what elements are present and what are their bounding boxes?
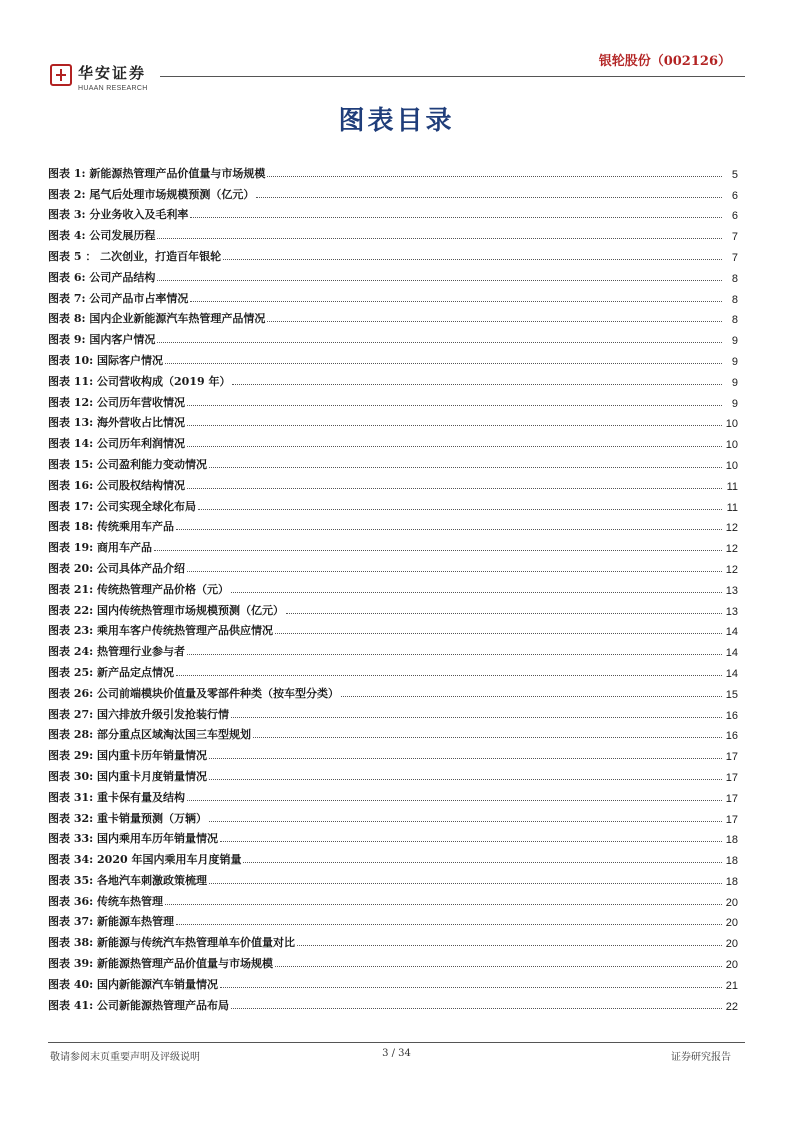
toc-dot-leader [231, 591, 722, 593]
toc-entry[interactable] [48, 659, 738, 680]
toc-entry[interactable] [48, 867, 738, 888]
toc-dot-leader [176, 528, 722, 530]
toc-entry-label[interactable]: 图表 4: 公司发展历程 [48, 229, 156, 243]
toc-entry-label[interactable]: 图表 11: 公司营收构成（2019 年） [48, 374, 231, 388]
logo-english: HUAAN RESEARCH [78, 85, 148, 92]
table-of-figures [48, 160, 738, 1013]
toc-entry-page[interactable]: 20 [725, 917, 738, 930]
header-divider [160, 76, 745, 77]
toc-dot-leader [253, 736, 722, 738]
toc-entry-label[interactable]: 图表 33: 国内乘用车历年销量情况 [48, 832, 219, 846]
toc-entry-label[interactable]: 图表 28: 部分重点区域淘汰国三车型规划 [48, 728, 252, 742]
toc-entry-label[interactable]: 图表 9: 国内客户情况 [48, 333, 156, 347]
toc-entry[interactable] [48, 971, 738, 992]
toc-entry[interactable] [48, 514, 738, 535]
toc-dot-leader [256, 196, 722, 198]
toc-entry-label[interactable]: 图表 31: 重卡保有量及结构 [48, 790, 186, 804]
toc-entry-page[interactable]: 9 [731, 397, 738, 410]
toc-entry[interactable] [48, 680, 738, 701]
toc-entry-page[interactable]: 13 [725, 584, 738, 597]
toc-entry-page[interactable]: 13 [725, 605, 738, 618]
toc-dot-leader [220, 840, 722, 842]
toc-entry[interactable] [48, 326, 738, 347]
toc-entry[interactable] [48, 181, 738, 202]
toc-entry-label[interactable]: 图表 36: 传统车热管理 [48, 894, 164, 908]
toc-entry-page[interactable]: 6 [731, 189, 738, 202]
toc-dot-leader [154, 549, 722, 551]
toc-entry-page[interactable]: 8 [731, 293, 738, 306]
toc-dot-leader [220, 986, 722, 988]
toc-entry-page[interactable]: 12 [725, 522, 738, 535]
toc-entry-label[interactable]: 图表 13: 海外营收占比情况 [48, 416, 186, 430]
toc-dot-leader [157, 237, 722, 239]
toc-dot-leader [209, 820, 722, 822]
toc-dot-leader [165, 362, 722, 364]
toc-dot-leader [223, 258, 722, 260]
toc-entry[interactable] [48, 576, 738, 597]
toc-dot-leader [187, 424, 722, 426]
toc-dot-leader [231, 1007, 722, 1009]
toc-entry-page[interactable]: 12 [725, 563, 738, 576]
toc-entry-label[interactable]: 图表 38: 新能源与传统汽车热管理单车价值量对比 [48, 936, 296, 950]
toc-dot-leader [187, 799, 722, 801]
toc-entry-page[interactable]: 21 [725, 979, 738, 992]
toc-entry-label[interactable]: 图表 27: 国六排放升级引发抢装行情 [48, 707, 230, 721]
toc-entry[interactable] [48, 638, 738, 659]
toc-dot-leader [176, 674, 722, 676]
toc-entry-label[interactable]: 图表 10: 国际客户情况 [48, 353, 164, 367]
toc-entry[interactable] [48, 763, 738, 784]
toc-entry-page[interactable]: 18 [725, 875, 738, 888]
toc-entry-label[interactable]: 图表 2: 尾气后处理市场规模预测（亿元） [48, 187, 255, 201]
toc-dot-leader [187, 570, 722, 572]
toc-entry[interactable] [48, 264, 738, 285]
toc-dot-leader [187, 445, 722, 447]
toc-entry-page[interactable]: 14 [725, 647, 738, 660]
toc-entry[interactable] [48, 929, 738, 950]
toc-entry-label[interactable]: 图表 17: 公司实现全球化布局 [48, 499, 197, 513]
toc-dot-leader [209, 778, 722, 780]
toc-dot-leader [190, 300, 722, 302]
toc-entry-label[interactable]: 图表 37: 新能源车热管理 [48, 915, 175, 929]
page-title: 图表目录 [338, 106, 455, 136]
toc-entry[interactable] [48, 534, 738, 555]
toc-dot-leader [157, 341, 722, 343]
toc-entry-page[interactable]: 17 [725, 751, 738, 764]
toc-dot-leader [267, 320, 722, 322]
toc-entry[interactable] [48, 742, 738, 763]
toc-entry-page[interactable]: 10 [725, 418, 738, 431]
toc-dot-leader [209, 757, 722, 759]
toc-entry-page[interactable]: 20 [725, 959, 738, 972]
toc-entry[interactable] [48, 722, 738, 743]
toc-entry-page[interactable]: 14 [725, 667, 738, 680]
toc-entry[interactable] [48, 222, 738, 243]
toc-dot-leader [275, 965, 722, 967]
toc-entry-page[interactable]: 9 [731, 335, 738, 348]
toc-entry-page[interactable]: 12 [725, 543, 738, 556]
toc-entry-label[interactable]: 图表 35: 各地汽车刺激政策梳理 [48, 873, 208, 887]
toc-entry-page[interactable]: 9 [731, 355, 738, 368]
toc-entry[interactable] [48, 805, 738, 826]
toc-entry-label[interactable]: 图表 41: 公司新能源热管理产品布局 [48, 998, 230, 1012]
toc-entry-page[interactable]: 17 [725, 813, 738, 826]
toc-entry[interactable] [48, 368, 738, 389]
toc-entry[interactable] [48, 243, 738, 264]
toc-entry-page[interactable]: 9 [731, 376, 738, 389]
toc-entry-label[interactable]: 图表 6: 公司产品结构 [48, 270, 156, 284]
toc-entry[interactable] [48, 826, 738, 847]
toc-entry-page[interactable]: 20 [725, 896, 738, 909]
toc-entry-label[interactable]: 图表 24: 热管理行业参与者 [48, 645, 186, 659]
toc-entry[interactable] [48, 618, 738, 639]
toc-entry-page[interactable]: 7 [731, 251, 738, 264]
page-header [0, 0, 793, 100]
toc-entry-label[interactable]: 图表 25: 新产品定点情况 [48, 665, 175, 679]
toc-entry-label[interactable]: 图表 29: 国内重卡历年销量情况 [48, 749, 208, 763]
toc-dot-leader [275, 632, 722, 634]
toc-entry[interactable] [48, 950, 738, 971]
toc-dot-leader [176, 923, 722, 925]
toc-entry-label[interactable]: 图表 5 ： 二次创业，打造百年银轮 [48, 249, 222, 263]
toc-entry-label[interactable]: 图表 15: 公司盈利能力变动情况 [48, 457, 208, 471]
toc-entry-label[interactable]: 图表 3: 分业务收入及毛利率 [48, 208, 189, 222]
toc-entry[interactable] [48, 846, 738, 867]
toc-entry[interactable] [48, 202, 738, 223]
toc-entry-label[interactable]: 图表 23: 乘用车客户传统热管理产品供应情况 [48, 624, 274, 638]
toc-entry[interactable] [48, 160, 738, 181]
toc-entry[interactable] [48, 472, 738, 493]
toc-entry-page[interactable]: 18 [725, 855, 738, 868]
toc-entry[interactable] [48, 410, 738, 431]
toc-entry-label[interactable]: 图表 1: 新能源热管理产品价值量与市场规模 [48, 166, 266, 180]
toc-dot-leader [198, 508, 722, 510]
toc-entry-page[interactable]: 10 [725, 459, 738, 472]
toc-entry[interactable] [48, 389, 738, 410]
toc-entry[interactable] [48, 451, 738, 472]
toc-entry-label[interactable]: 图表 7: 公司产品市占率情况 [48, 291, 189, 305]
huaan-logo-icon [50, 64, 72, 86]
footer-notice: 敬请参阅末页重要声明及评级说明 [50, 1052, 200, 1063]
toc-dot-leader [187, 653, 722, 655]
toc-entry[interactable] [48, 285, 738, 306]
document-type: 证券研究报告 [671, 1052, 731, 1063]
toc-entry-page[interactable]: 10 [725, 439, 738, 452]
toc-entry-label[interactable]: 图表 21: 传统热管理产品价格（元） [48, 582, 230, 596]
toc-entry[interactable] [48, 430, 738, 451]
toc-entry-label[interactable]: 图表 8: 国内企业新能源汽车热管理产品情况 [48, 312, 266, 326]
toc-entry[interactable] [48, 555, 738, 576]
toc-dot-leader [190, 216, 722, 218]
toc-entry-label[interactable]: 图表 26: 公司前端模块价值量及零部件种类（按车型分类） [48, 686, 340, 700]
toc-entry-page[interactable]: 16 [725, 730, 738, 743]
toc-entry-page[interactable]: 17 [725, 771, 738, 784]
toc-dot-leader [267, 175, 722, 177]
toc-entry[interactable] [48, 493, 738, 514]
toc-entry-label[interactable]: 图表 39: 新能源热管理产品价值量与市场规模 [48, 957, 274, 971]
toc-entry[interactable] [48, 701, 738, 722]
toc-entry-label[interactable]: 图表 30: 国内重卡月度销量情况 [48, 769, 208, 783]
toc-entry-page[interactable]: 11 [726, 501, 738, 514]
toc-entry-page[interactable]: 8 [731, 272, 738, 285]
toc-dot-leader [165, 903, 722, 905]
toc-dot-leader [297, 944, 722, 946]
toc-dot-leader [231, 716, 722, 718]
toc-entry-page[interactable]: 22 [725, 1000, 738, 1013]
toc-entry-page[interactable]: 18 [725, 834, 738, 847]
toc-entry-label[interactable]: 图表 22: 国内传统热管理市场规模预测（亿元） [48, 603, 285, 617]
toc-entry-label[interactable]: 图表 32: 重卡销量预测（万辆） [48, 811, 208, 825]
toc-dot-leader [157, 279, 722, 281]
toc-dot-leader [209, 882, 722, 884]
company-ticker: 银轮股份（002126） [598, 54, 731, 69]
toc-entry[interactable] [48, 347, 738, 368]
toc-entry[interactable] [48, 784, 738, 805]
toc-entry-page[interactable]: 16 [725, 709, 738, 722]
toc-entry-label[interactable]: 图表 20: 公司具体产品介绍 [48, 561, 186, 575]
toc-entry-label[interactable]: 图表 40: 国内新能源汽车销量情况 [48, 977, 219, 991]
toc-dot-leader [232, 383, 722, 385]
toc-dot-leader [209, 466, 722, 468]
toc-entry-page[interactable]: 14 [725, 626, 738, 639]
toc-entry-page[interactable]: 11 [726, 480, 738, 493]
toc-entry-label[interactable]: 图表 14: 公司历年利润情况 [48, 437, 186, 451]
page-indicator: 3 / 34 [382, 1048, 411, 1059]
footer-divider [48, 1042, 745, 1043]
toc-entry[interactable] [48, 597, 738, 618]
toc-dot-leader [187, 404, 722, 406]
toc-dot-leader [341, 695, 722, 697]
toc-entry-label[interactable]: 图表 16: 公司股权结构情况 [48, 478, 186, 492]
toc-entry[interactable] [48, 909, 738, 930]
toc-entry[interactable] [48, 992, 738, 1013]
toc-entry-label[interactable]: 图表 18: 传统乘用车产品 [48, 520, 175, 534]
toc-dot-leader [187, 487, 722, 489]
toc-dot-leader [286, 612, 722, 614]
logo-name: 华安证券 [78, 64, 147, 82]
toc-entry-page[interactable]: 5 [731, 168, 738, 181]
toc-entry-label[interactable]: 图表 34: 2020 年国内乘用车月度销量 [48, 853, 242, 867]
toc-entry[interactable] [48, 306, 738, 327]
toc-entry-page[interactable]: 6 [731, 210, 738, 223]
toc-entry-page[interactable]: 20 [725, 938, 738, 951]
toc-dot-leader [243, 861, 722, 863]
toc-entry[interactable] [48, 888, 738, 909]
toc-entry-label[interactable]: 图表 12: 公司历年营收情况 [48, 395, 186, 409]
toc-entry-page[interactable]: 7 [731, 231, 738, 244]
toc-entry-page[interactable]: 8 [731, 314, 738, 327]
toc-entry-page[interactable]: 17 [725, 792, 738, 805]
toc-entry-label[interactable]: 图表 19: 商用车产品 [48, 541, 153, 555]
toc-entry-page[interactable]: 15 [725, 688, 738, 701]
